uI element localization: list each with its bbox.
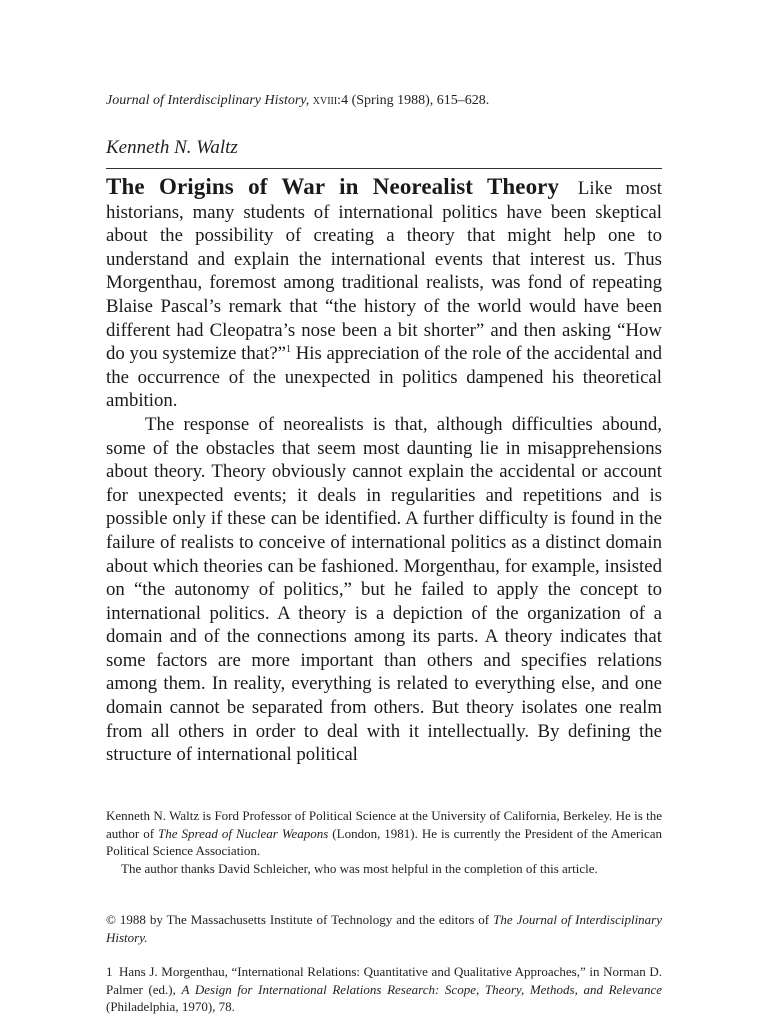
volume-issue: xviii:4 xyxy=(312,93,349,108)
title-rule xyxy=(106,168,662,169)
author-book-title: The Spread of Nuclear Weapons xyxy=(158,825,329,841)
body-paragraph-2: The response of neorealists is that, although difficulties abound, some of the obstacles that seem most daunting lie in misapprehensions about theory. Theory obviously cannot explain the accidental or account for unexpected events; it deals in regularities and repetitions and is possible only if these can be identified. A further difficulty is found in the failure of realists to conceive of international politics as a distinct domain about which theories can be fashioned. Morgenthau, for example, insisted on “the autonomy of politics,” but he failed to apply the concept to international politics. A theory is a depiction of the organization of a domain and of the connections among its parts. A theory indicates that some factors are more important than others and specifies relations among them. In reality, everything is related to everything else, and one domain cannot be separated from others. But theory isolates one realm from all others in order to deal with it intellectually. By defining the structure of international political xyxy=(106,413,662,766)
footnote-1 xyxy=(106,963,662,1016)
copyright-notice xyxy=(106,911,662,946)
footnote-ref-1[interactable]: 1 xyxy=(286,344,292,356)
author-thanks: The author thanks David Schleicher, who was most helpful in the completion of this article. xyxy=(121,860,598,876)
paragraph-1-tail: His appreciation of the role of the accidental and the occurrence of the unexpected in politics dampened his theoretical ambition. xyxy=(106,343,662,412)
footnote-book-title: A Design for International Relations Research: Scope, Theory, Methods, and Relevance xyxy=(181,981,663,997)
footnote-text-end: (Philadelphia, 1970), 78. xyxy=(106,999,235,1014)
author-bio-text: Kenneth N. Waltz is Ford Professor of Political Science at the University of California, Berkeley. He is the author of xyxy=(106,808,662,841)
copyright-text: © 1988 by The Massachusetts Institute of Technology and the editors of xyxy=(106,912,490,927)
author-note xyxy=(106,807,662,877)
article-title: The Origins of War in Neorealist Theory xyxy=(106,174,560,199)
author-bio xyxy=(106,807,662,860)
article-body xyxy=(106,175,662,767)
footnote-number: 1 xyxy=(106,964,113,979)
body-paragraph-1 xyxy=(106,175,662,413)
author-name: Kenneth N. Waltz xyxy=(106,137,238,158)
copyright-journal: The Journal of Interdisciplinary History. xyxy=(106,912,663,945)
issue-date-pages: (Spring 1988), 615–628. xyxy=(351,93,490,108)
journal-citation xyxy=(106,93,662,109)
footnote-text: Hans J. Morgenthau, “International Relations: Quantitative and Qualitative Approaches,” in Norman D. Palmer (ed.), xyxy=(106,964,662,997)
author-bio-rest: (London, 1981). He is currently the President of the American Political Science Association. xyxy=(106,825,663,858)
paragraph-1-lead: Like most historians, many students of international politics have been skeptical about the possibility of creating a theory that might help one to understand and explain the international events that interest us. Thus Morgenthau, foremost among traditional realists, was fond of repeating Blaise Pascal’s remark that “the history of the world would have been different had Cleopatra’s nose been a bit shorter” and then asking “How do you systemize that?” xyxy=(106,178,663,365)
journal-name: Journal of Interdisciplinary History, xyxy=(106,93,310,108)
